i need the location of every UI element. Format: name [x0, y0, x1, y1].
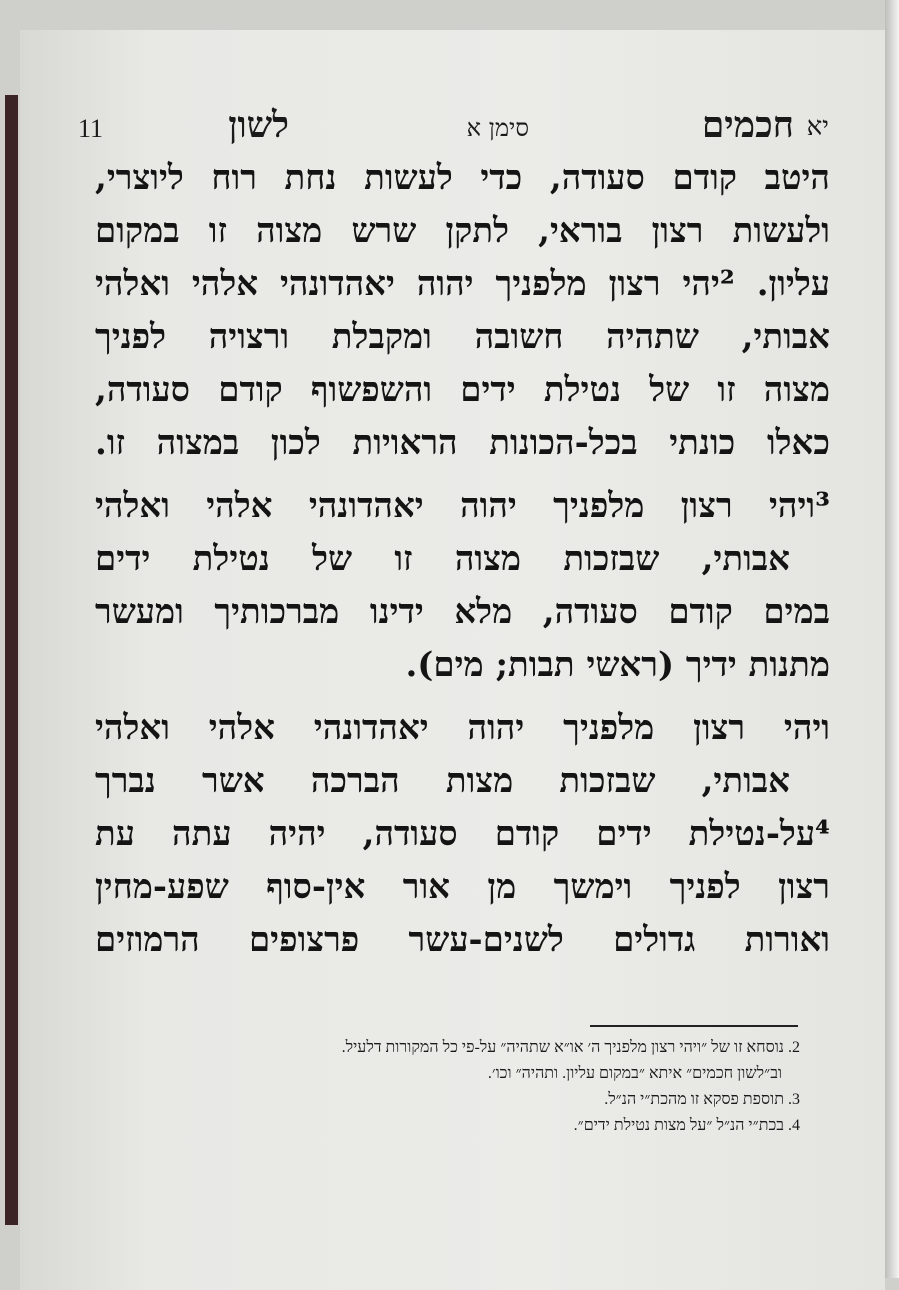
book-binding	[5, 95, 18, 1225]
footnote: 3. תוספת פסקא זו מהכת״י הנ״ל.	[604, 1091, 800, 1108]
page-number: 11	[78, 114, 104, 143]
page-edge	[885, 0, 899, 1278]
text-line: ולעשות רצון בוראי, לתקן שרש מצוה זו במקום	[95, 211, 830, 251]
text-line: ⁴על-נטילת ידים קודם סעודה, יהיה עתה עת	[95, 814, 830, 854]
section-label: סימן א	[466, 114, 529, 142]
footnote	[88, 1035, 800, 1087]
text-line: עליון. ²יהי רצון מלפניך יהוה יאהדונהי אלהי ואלהי	[95, 264, 830, 304]
footnote-text: 2. נוסחא זו של ״ויהי רצון מלפניך ה׳ או״א שתהיה״ על-פי כל המקורות דלעיל.	[341, 1039, 800, 1056]
main-text	[95, 152, 830, 967]
text-line: אבותי, שבזכות מצות הברכה אשר נברך	[95, 761, 790, 801]
page-letter: יא	[806, 112, 829, 142]
footnotes	[88, 1035, 800, 1139]
text-line: אבותי, שבזכות מצוה זו של נטילת ידים	[95, 539, 790, 579]
text-line: ואורות גדולים לשנים-עשר פרצופים הרמוזים	[95, 920, 830, 960]
text-line: אבותי, שתהיה חשובה ומקבלת ורצויה לפניך	[95, 317, 830, 357]
text-line: היטב קודם סעודה, כדי לעשות נחת רוח ליוצרי,	[95, 158, 830, 198]
running-header	[78, 104, 829, 152]
text-line: ³ויהי רצון מלפניך יהוה יאהדונהי אלהי ואלהי	[95, 486, 830, 526]
footnote-continuation: וב״לשון חכמים״ איתא ״במקום עליון. ותהיה״ וכו׳.	[487, 1065, 782, 1082]
text-line: כאלו כונתי בכל-הכונות הראויות לכון במצוה זו.	[95, 423, 830, 463]
header-title-left: לשון	[228, 104, 289, 146]
text-line: ויהי רצון מלפניך יהוה יאהדונהי אלהי ואלהי	[95, 708, 830, 748]
header-title-right: חכמים	[701, 104, 794, 146]
footnote: 4. בכת״י הנ״ל ״על מצות נטילת ידים״.	[573, 1117, 800, 1134]
text-line: במים קודם סעודה, מלא ידינו מברכותיך ומעשר	[95, 592, 830, 632]
text-line: מתנות ידיך (ראשי תבות; מים).	[405, 645, 830, 685]
footnote-divider	[590, 1025, 798, 1027]
text-line: מצוה זו של נטילת ידים והשפשוף קודם סעודה,	[95, 370, 830, 410]
text-line: רצון לפניך וימשך מן אור אין-סוף שפע-מחין	[95, 867, 830, 907]
